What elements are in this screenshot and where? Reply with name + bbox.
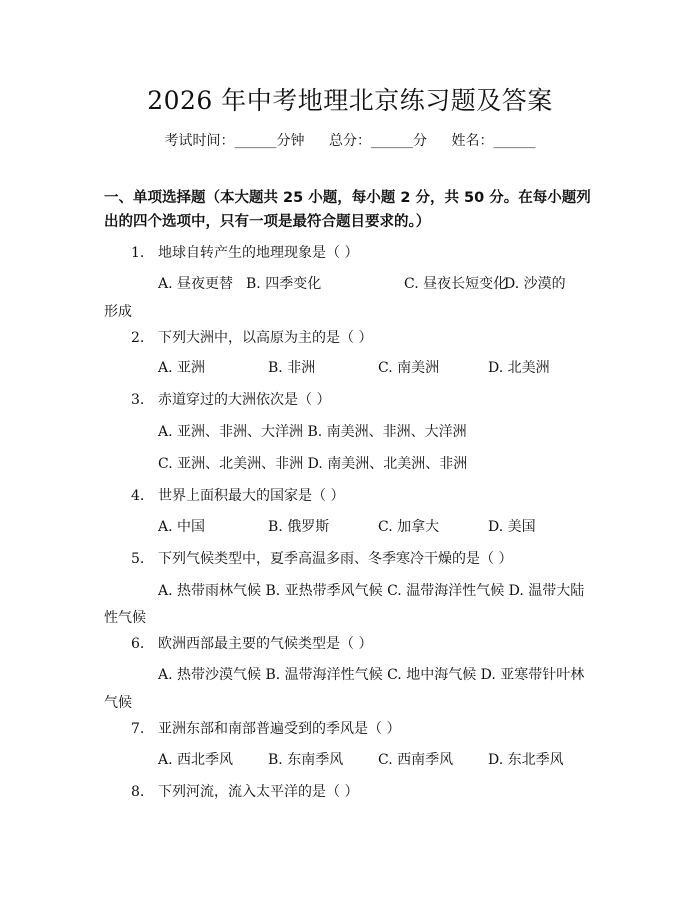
option-b: B. 俄罗斯 [268, 519, 330, 535]
exam-time: 考试时间：______分钟 [164, 133, 305, 149]
question-1 [131, 243, 358, 263]
question-number: 1. [131, 245, 145, 261]
option-b: B. 四季变化 [246, 276, 322, 292]
question-text: 地球自转产生的地理现象是（ ） [158, 245, 359, 261]
question-6 [131, 634, 372, 654]
option-d: D. 美国 [488, 519, 536, 535]
option-c: C. 昼夜长短变化 [404, 276, 508, 292]
question-text: 下列河流，流入太平洋的是（ ） [158, 784, 359, 800]
question-3 [131, 390, 330, 410]
question-2 [131, 328, 372, 348]
option-d: D. 东北季风 [488, 752, 564, 768]
question-5 [131, 549, 512, 569]
exam-score: 总分：______分 [329, 133, 427, 149]
question-text: 赤道穿过的大洲依次是（ ） [158, 392, 331, 408]
question-2-options [158, 358, 550, 378]
question-text: 欧洲西部最主要的气候类型是（ ） [158, 636, 373, 652]
question-number: 6. [131, 636, 145, 652]
option-a: A. 西北季风 [158, 752, 234, 768]
question-text: 世界上面积最大的国家是（ ） [158, 488, 345, 504]
option-a: A. 亚洲 [158, 360, 206, 376]
question-7 [131, 719, 400, 739]
question-4-options [158, 517, 536, 537]
option-wrap: 性气候 [104, 610, 146, 626]
option-c: C. 西南季风 [378, 752, 454, 768]
option-a: A. 昼夜更替 [158, 276, 234, 292]
option-a: A. 中国 [158, 519, 206, 535]
question-number: 3. [131, 392, 145, 408]
question-1-options [158, 274, 566, 294]
option-d: D. 沙漠的 [504, 276, 566, 292]
option-wrap: 气候 [104, 695, 132, 711]
question-number: 5. [131, 551, 145, 567]
option-b: B. 东南季风 [268, 752, 344, 768]
option-b: B. 非洲 [268, 360, 316, 376]
option-c: C. 加拿大 [378, 519, 440, 535]
student-name: 姓名：______ [451, 133, 536, 149]
option-c: C. 南美洲 [378, 360, 440, 376]
page-title: 2026 年中考地理北京练习题及答案 [147, 86, 553, 115]
exam-meta [0, 131, 700, 151]
question-text: 亚洲东部和南部普遍受到的季风是（ ） [158, 721, 401, 737]
question-number: 7. [131, 721, 145, 737]
question-4 [131, 486, 344, 506]
question-number: 4. [131, 488, 145, 504]
option-wrap: 形成 [104, 304, 132, 320]
question-6-options: A. 热带沙漠气候 B. 温带海洋性气候 C. 地中海气候 D. 亚寒带针叶林 [158, 667, 585, 683]
section-heading: 一、单项选择题（本大题共 25 小题，每小题 2 分，共 50 分。在每小题列出的四个选项中，只有一项是最符合题目要求的。） [104, 190, 591, 230]
question-text: 下列大洲中，以高原为主的是（ ） [158, 330, 373, 346]
question-7-options [158, 750, 564, 770]
option-d: D. 北美洲 [488, 360, 550, 376]
question-3-options-line2: C. 亚洲、北美洲、非洲 D. 南美洲、北美洲、非洲 [158, 456, 468, 472]
question-5-options: A. 热带雨林气候 B. 亚热带季风气候 C. 温带海洋性气候 D. 温带大陆 [158, 583, 585, 599]
question-8 [131, 782, 358, 802]
question-number: 8. [131, 784, 145, 800]
question-3-options-line1: A. 亚洲、非洲、大洋洲 B. 南美洲、非洲、大洋洲 [158, 424, 467, 440]
question-number: 2. [131, 330, 145, 346]
question-text: 下列气候类型中，夏季高温多雨、冬季寒冷干燥的是（ ） [158, 551, 513, 567]
